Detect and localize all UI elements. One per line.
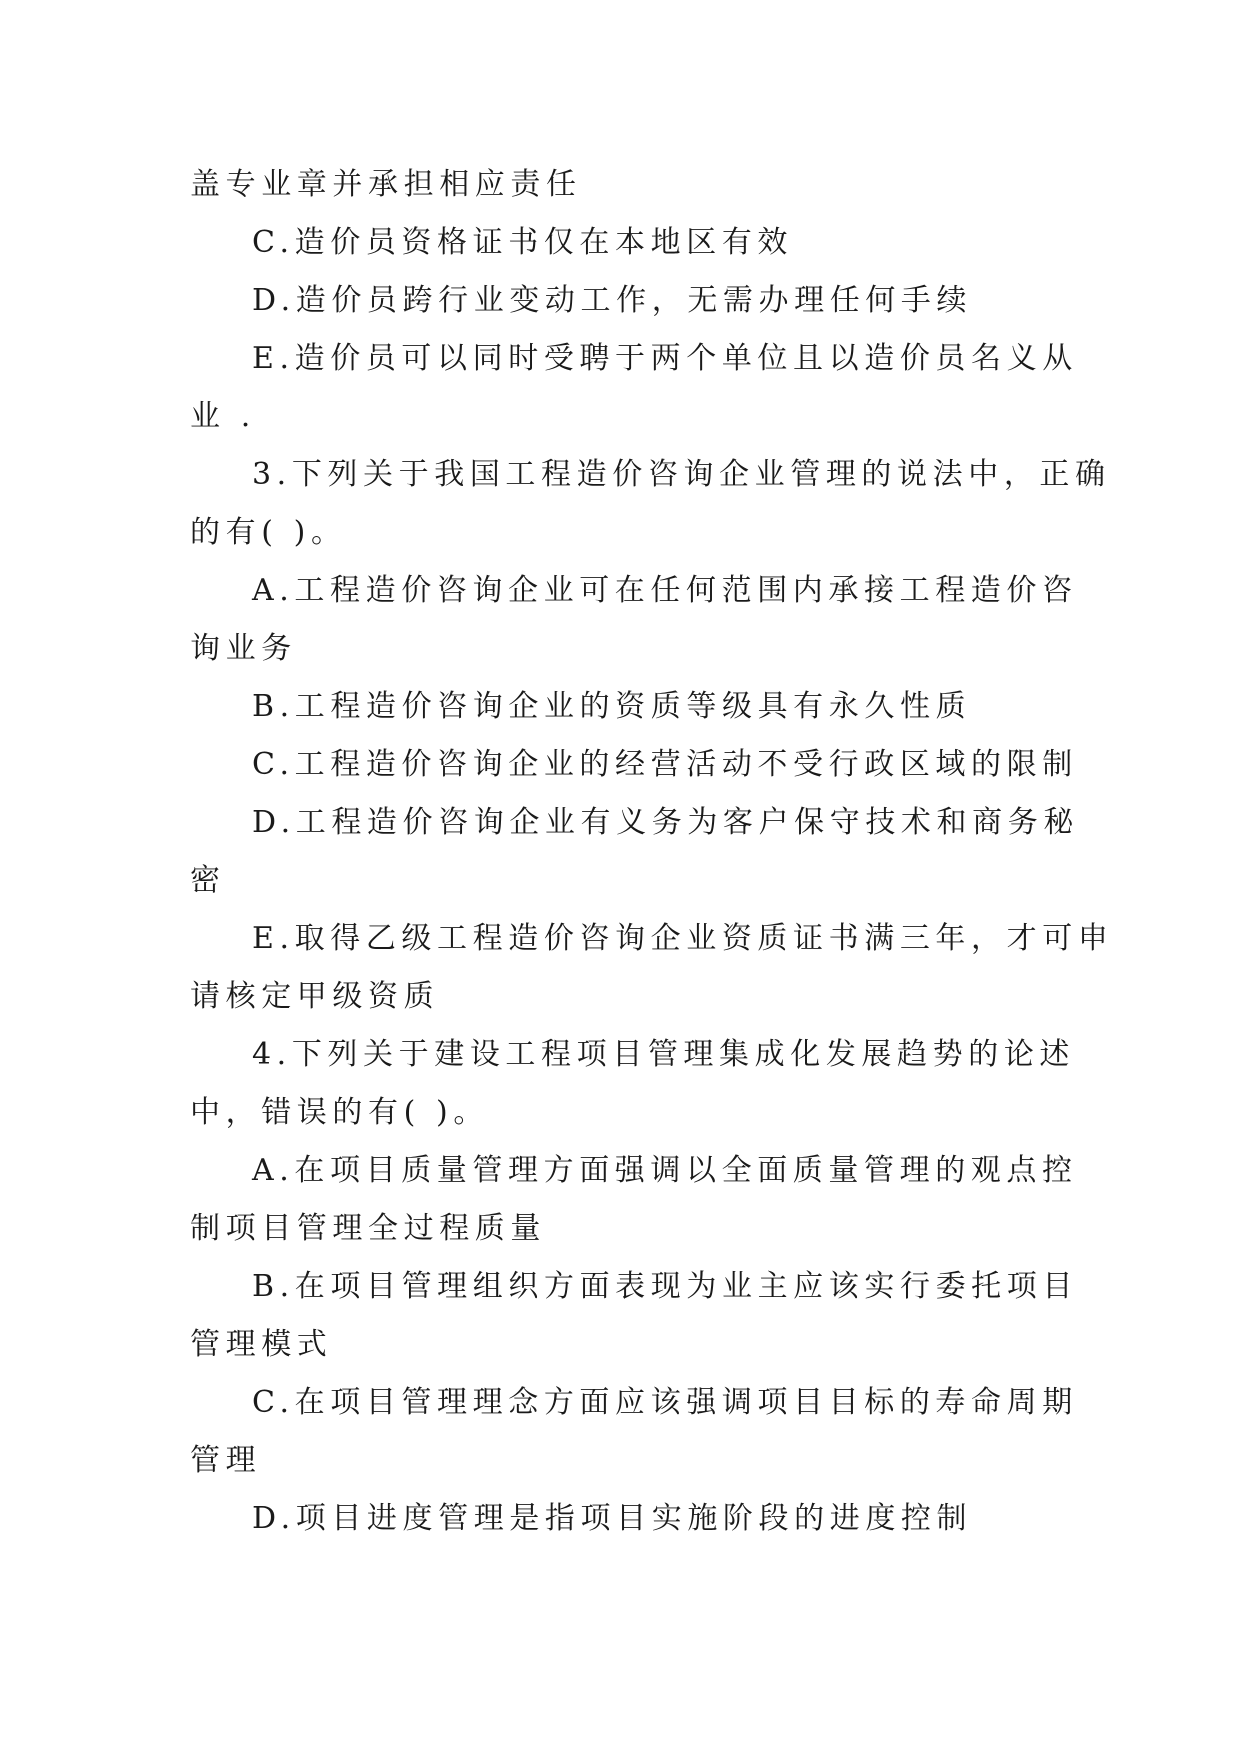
option-c-line: C.在项目管理理念方面应该强调项目目标的寿命周期 — [252, 1385, 1078, 1420]
option-e-line: E.造价员可以同时受聘于两个单位且以造价员名义从 — [252, 341, 1078, 376]
option-d-line: D.工程造价咨询企业有义务为客户保守技术和商务秘 — [252, 805, 1079, 840]
text-line: 盖专业章并承担相应责任 — [190, 167, 582, 202]
option-c-line: C.工程造价咨询企业的经营活动不受行政区域的限制 — [252, 747, 1078, 782]
option-b-line: B.工程造价咨询企业的资质等级具有永久性质 — [252, 689, 972, 724]
option-c-line: C.造价员资格证书仅在本地区有效 — [252, 225, 794, 260]
option-d-line: D.项目进度管理是指项目实施阶段的进度控制 — [252, 1501, 973, 1536]
text-line: 的有( )。 — [190, 515, 347, 550]
text-line: 制项目管理全过程质量 — [190, 1211, 546, 1246]
option-d-line: D.造价员跨行业变动工作，无需办理任何手续 — [252, 283, 973, 318]
text-line: 管理模式 — [190, 1327, 333, 1362]
option-b-line: B.在项目管理组织方面表现为业主应该实行委托项目 — [252, 1269, 1078, 1304]
question-3-line: 3.下列关于我国工程造价咨询企业管理的说法中，正确 — [252, 457, 1111, 492]
option-e-line: E.取得乙级工程造价咨询企业资质证书满三年，才可申 — [252, 921, 1114, 956]
text-line: 请核定甲级资质 — [190, 979, 440, 1014]
text-line: 业 . — [190, 399, 256, 434]
option-a-line: A.在项目质量管理方面强调以全面质量管理的观点控 — [252, 1153, 1078, 1188]
text-line: 中，错误的有( )。 — [190, 1095, 489, 1130]
option-a-line: A.工程造价咨询企业可在任何范围内承接工程造价咨 — [252, 573, 1078, 608]
question-4-line: 4.下列关于建设工程项目管理集成化发展趋势的论述 — [252, 1037, 1076, 1072]
text-line: 密 — [190, 863, 226, 898]
text-line: 询业务 — [190, 631, 297, 666]
text-line: 管理 — [190, 1443, 262, 1478]
